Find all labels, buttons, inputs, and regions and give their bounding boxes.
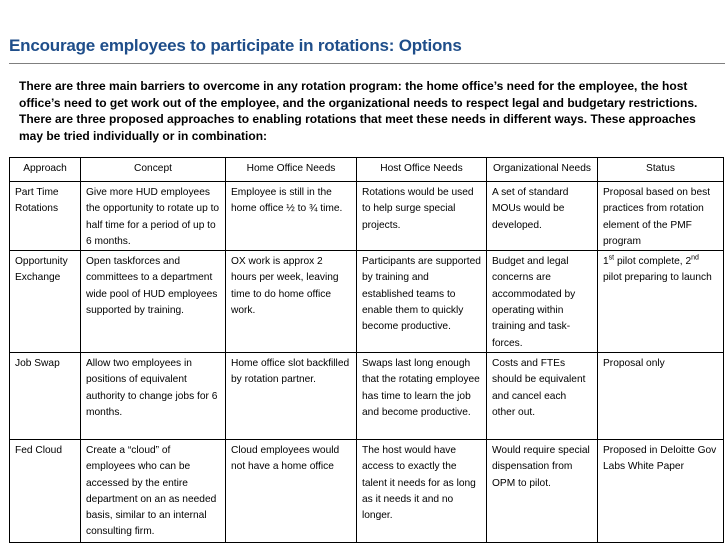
- title-divider: [9, 63, 725, 64]
- cell-home-office-needs: Cloud employees would not have a home office: [226, 439, 357, 542]
- cell-status: Proposal based on best practices from rotation element of the PMF program: [598, 182, 724, 251]
- cell-approach: Opportunity Exchange: [10, 251, 81, 353]
- cell-concept: Allow two employees in positions of equivalent authority to change jobs for 6 months.: [81, 352, 226, 439]
- cell-organizational-needs: Costs and FTEs should be equivalent and cancel each other out.: [487, 352, 598, 439]
- header-home-office-needs: Home Office Needs: [226, 158, 357, 182]
- ordinal-suffix: st: [608, 254, 615, 262]
- table-row: [10, 182, 724, 251]
- rotation-options-table: [9, 157, 724, 543]
- page-title: Encourage employees to participate in rotations: Options: [9, 36, 462, 55]
- cell-organizational-needs: Would require special dispensation from OPM to pilot.: [487, 439, 598, 542]
- cell-home-office-needs: Home office slot backfilled by rotation partner.: [226, 352, 357, 439]
- header-status: Status: [598, 158, 724, 182]
- cell-concept: Create a “cloud” of employees who can be accessed by the entire department on an as needed basis, similar to an internal consulting firm.: [81, 439, 226, 542]
- status-text: pilot preparing to launch: [603, 272, 712, 284]
- cell-approach: Fed Cloud: [10, 439, 81, 542]
- ordinal-suffix: nd: [691, 254, 699, 262]
- header-approach: Approach: [10, 158, 81, 182]
- header-organizational-needs: Organizational Needs: [487, 158, 598, 182]
- table-row: [10, 439, 724, 542]
- cell-host-office-needs: Rotations would be used to help surge special projects.: [357, 182, 487, 251]
- header-concept: Concept: [81, 158, 226, 182]
- cell-approach: Job Swap: [10, 352, 81, 439]
- intro-paragraph: There are three main barriers to overcome in any rotation program: the home office’s need for the employee, the host office’s need to get work out of the employee, and the organizational needs to respect legal and budgetary restrictions. There are three proposed approaches to enabling rotations that meet these needs in different ways. These approaches may be tried individually or in combination:: [19, 79, 698, 143]
- status-text: pilot complete, 2: [614, 256, 692, 268]
- cell-concept: Give more HUD employees the opportunity to rotate up to half time for a period of up to 6 months.: [81, 182, 226, 251]
- table-row: [10, 251, 724, 353]
- cell-status: Proposal only: [598, 352, 724, 439]
- cell-home-office-needs: OX work is approx 2 hours per week, leaving time to do home office work.: [226, 251, 357, 353]
- table-row: [10, 352, 724, 439]
- cell-host-office-needs: The host would have access to exactly the talent it needs for as long as it needs it and no longer.: [357, 439, 487, 542]
- cell-home-office-needs: Employee is still in the home office ½ to ¾ time.: [226, 182, 357, 251]
- cell-status: Proposed in Deloitte Gov Labs White Paper: [598, 439, 724, 542]
- cell-concept: Open taskforces and committees to a department wide pool of HUD employees supported by training.: [81, 251, 226, 353]
- status-text: 1: [603, 256, 609, 268]
- cell-host-office-needs: Swaps last long enough that the rotating employee has time to learn the job and become productive.: [357, 352, 487, 439]
- header-host-office-needs: Host Office Needs: [357, 158, 487, 182]
- cell-organizational-needs: A set of standard MOUs would be developed.: [487, 182, 598, 251]
- cell-organizational-needs: Budget and legal concerns are accommodated by operating within training and task-forces.: [487, 251, 598, 353]
- table-header-row: [10, 158, 724, 182]
- cell-status: [598, 251, 724, 353]
- cell-host-office-needs: Participants are supported by training and established teams to enable them to quickly become productive.: [357, 251, 487, 353]
- cell-approach: Part Time Rotations: [10, 182, 81, 251]
